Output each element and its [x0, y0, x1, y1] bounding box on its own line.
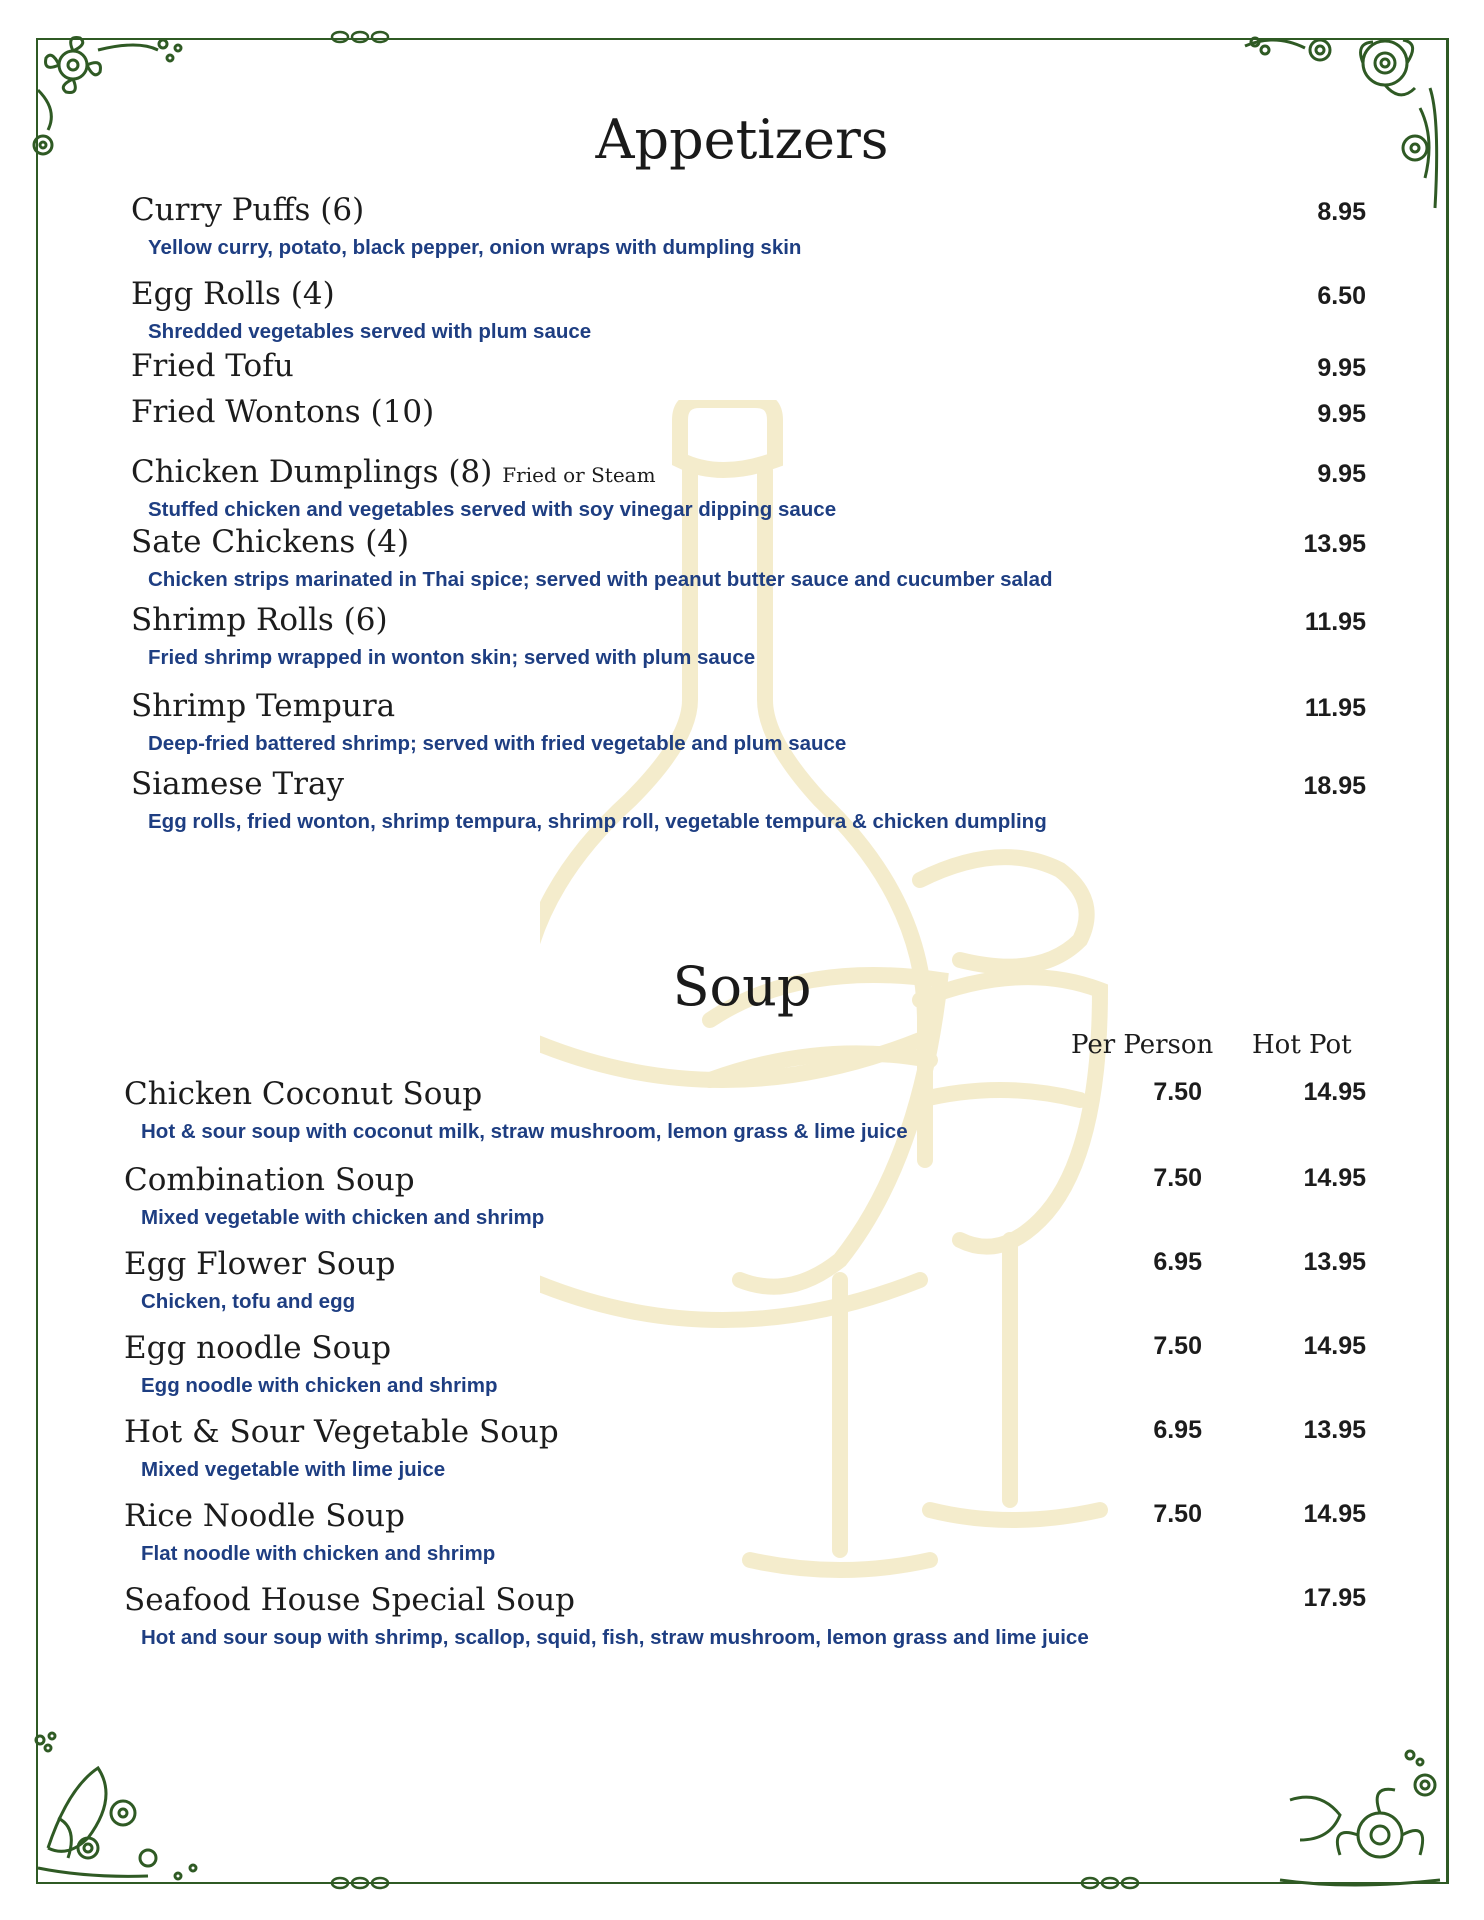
- item-price: 11.95: [1304, 694, 1366, 722]
- item-price: 9.95: [1317, 354, 1366, 382]
- item-description: Egg rolls, fried wonton, shrimp tempura, shrimp roll, vegetable tempura & chicken dumpling: [148, 810, 1047, 833]
- item-price: 8.95: [1317, 198, 1366, 226]
- price-hot-pot: 17.95: [1303, 1584, 1366, 1612]
- item-name: Combination Soup: [124, 1162, 415, 1198]
- item-name-text: Egg Rolls (4): [131, 276, 335, 312]
- price-hot-pot: 14.95: [1303, 1078, 1366, 1106]
- item-name: Hot & Sour Vegetable Soup: [124, 1414, 559, 1450]
- item-description: Deep-fried battered shrimp; served with fried vegetable and plum sauce: [148, 732, 847, 755]
- price-per-person: 6.95: [1153, 1248, 1202, 1276]
- item-name: Chicken Coconut Soup: [124, 1076, 483, 1112]
- item-name-text: Shrimp Tempura: [131, 688, 396, 724]
- item-price: 9.95: [1317, 460, 1366, 488]
- floral-corner-bottom-right: [1270, 1740, 1450, 1890]
- item-name: Egg Flower Soup: [124, 1246, 396, 1282]
- price-hot-pot: 14.95: [1303, 1500, 1366, 1528]
- item-price: 6.50: [1317, 282, 1366, 310]
- soup-title: Soup: [672, 955, 812, 1018]
- item-description: Shredded vegetables served with plum sauce: [148, 320, 592, 343]
- item-name-text: Sate Chickens (4): [131, 524, 410, 560]
- border-chain-top: [330, 30, 390, 44]
- item-description: Flat noodle with chicken and shrimp: [141, 1542, 496, 1565]
- item-name-text: Chicken Dumplings (8): [131, 454, 493, 490]
- price-hot-pot: 14.95: [1303, 1332, 1366, 1360]
- price-per-person: 6.95: [1153, 1416, 1202, 1444]
- appetizers-title: Appetizers: [595, 108, 889, 171]
- item-name: [131, 394, 434, 430]
- item-description: Fried shrimp wrapped in wonton skin; served with plum sauce: [148, 646, 756, 669]
- item-description: Chicken, tofu and egg: [141, 1290, 356, 1313]
- item-name-text: Siamese Tray: [131, 766, 344, 802]
- border-chain-bottom: [330, 1876, 390, 1890]
- item-name: [131, 688, 395, 724]
- item-description: Hot and sour soup with shrimp, scallop, squid, fish, straw mushroom, lemon grass and lime juice: [141, 1626, 1089, 1649]
- price-per-person: 7.50: [1153, 1500, 1202, 1528]
- floral-corner-bottom-left: [28, 1728, 228, 1888]
- price-hot-pot: 13.95: [1303, 1416, 1366, 1444]
- item-name: Egg noodle Soup: [124, 1330, 392, 1366]
- item-price: 11.95: [1304, 608, 1366, 636]
- item-name-text: Fried Tofu: [131, 348, 294, 384]
- item-name: [131, 602, 388, 638]
- item-description: Stuffed chicken and vegetables served with soy vinegar dipping sauce: [148, 498, 837, 521]
- item-description: Hot & sour soup with coconut milk, straw mushroom, lemon grass & lime juice: [141, 1120, 908, 1143]
- item-name: Seafood House Special Soup: [124, 1582, 575, 1618]
- item-price: 13.95: [1303, 530, 1366, 558]
- item-name: [131, 454, 656, 490]
- border-chain-bottom-right: [1080, 1876, 1140, 1890]
- price-per-person: 7.50: [1153, 1332, 1202, 1360]
- column-header-hot-pot: Hot Pot: [1252, 1030, 1352, 1060]
- item-note: Fried or Steam: [502, 463, 656, 487]
- item-name-text: Fried Wontons (10): [131, 394, 435, 430]
- item-name: [131, 524, 409, 560]
- item-description: Yellow curry, potato, black pepper, onion wraps with dumpling skin: [148, 236, 802, 259]
- item-description: Mixed vegetable with lime juice: [141, 1458, 446, 1481]
- item-description: Chicken strips marinated in Thai spice; served with peanut butter sauce and cucumber salad: [148, 568, 1053, 591]
- item-name: [131, 276, 335, 312]
- price-hot-pot: 14.95: [1303, 1164, 1366, 1192]
- item-description: Mixed vegetable with chicken and shrimp: [141, 1206, 545, 1229]
- price-per-person: 7.50: [1153, 1078, 1202, 1106]
- item-name: Rice Noodle Soup: [124, 1498, 405, 1534]
- column-header-per-person: Per Person: [1071, 1030, 1214, 1060]
- item-name: [131, 348, 294, 384]
- item-name-text: Curry Puffs (6): [131, 192, 365, 228]
- item-name-text: Shrimp Rolls (6): [131, 602, 388, 638]
- item-description: Egg noodle with chicken and shrimp: [141, 1374, 498, 1397]
- item-name: [131, 766, 344, 802]
- item-price: 18.95: [1303, 772, 1366, 800]
- item-price: 9.95: [1317, 400, 1366, 428]
- price-hot-pot: 13.95: [1303, 1248, 1366, 1276]
- item-name: [131, 192, 364, 228]
- price-per-person: 7.50: [1153, 1164, 1202, 1192]
